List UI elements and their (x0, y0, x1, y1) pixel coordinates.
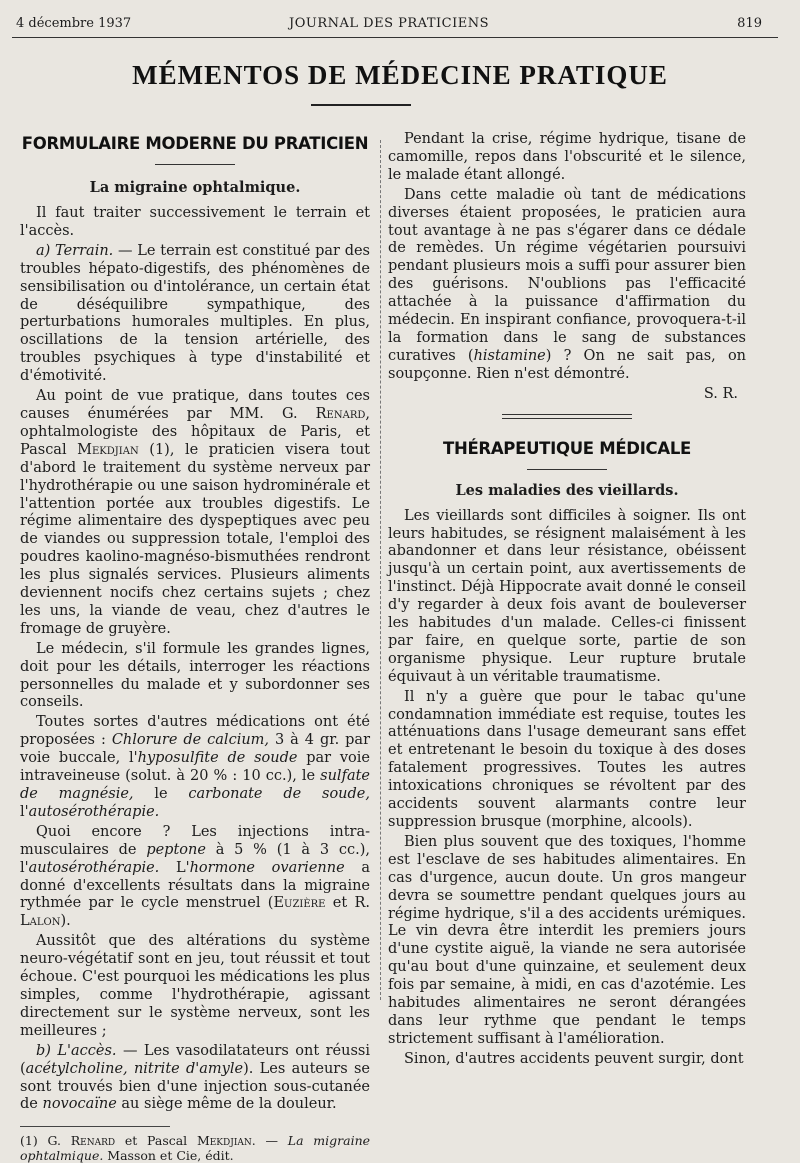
column-divider (380, 140, 381, 1000)
label-acces: b) L'accès. (36, 1042, 117, 1059)
paragraph (388, 508, 746, 687)
paragraph (388, 131, 746, 185)
text: Au point de vue pratique, dans toutes ces causes énumérées par MM. G. (20, 388, 370, 422)
subsection-title-vieillards: Les maladies des vieillards. (455, 481, 679, 499)
page-number: 819 (737, 16, 762, 31)
paragraph (388, 187, 746, 384)
text: ). (60, 913, 71, 930)
section-title-formulaire: FORMULAIRE MODERNE DU PRATICIEN (21, 134, 369, 153)
text: et Pascal (115, 1133, 197, 1149)
paragraph (20, 824, 370, 931)
text: , ophtalmologiste des hôpitaux de Paris, et Pascal (20, 405, 370, 458)
author-name: Euzière (273, 895, 326, 912)
drug-name: peptone (146, 841, 206, 858)
author-name: Renard (70, 1133, 116, 1149)
author-name: Mekdjian (77, 441, 139, 458)
text: L' (159, 859, 190, 876)
text: a donné d'excellents résultats dans la migraine rythmée par le cycle menstruel ( (20, 859, 370, 912)
author-name: Mekdjian (196, 1133, 252, 1149)
author-signature: S. R. (703, 385, 738, 402)
text: à 5 % (1 à 3 cc.), l' (20, 841, 370, 876)
text: Quoi encore ? Les injections intra-musculaires de (20, 823, 370, 858)
paragraph (388, 1051, 746, 1069)
text: Dans cette maladie où tant de médications diverses étaient proposées, le praticien aura tout avantage à ne pas s'égarer dans ce dédale de remèdes. Un régime végétarien poursuivi pendant plusieurs mois a suffi pour assurer bien des guérisons. N'oublions pas l'efficacité attachée à la puissance d'affirmation du médecin. En inspirant confiance, provoquera-t-il la formation dans le sang de substances curatives ( (388, 186, 746, 364)
footnote (20, 1133, 370, 1163)
text: par voie intraveineuse (solut. à 20 % : 10 cc.), le (20, 750, 370, 785)
paragraph (388, 689, 746, 832)
text: Les vieillards sont difficiles à soigner. Ils ont leurs habitudes, se résignent malaisément à les abandonner et dans leur résistance, obéissent jusqu'à un certain point, aux avertissements de l'instinct. Déjà Hippocrate avait donné le conseil d'y regarder à deux fois avant de bouleverser les habitudes d'un malade. Celles-ci finissent par faire, en quelque sorte, partie de son organisme physique. Leur rupture brutale équivaut à un véritable traumatisme. (388, 507, 747, 685)
drug-name: carbonate de soude, (188, 786, 370, 802)
main-title: MÉMENTOS DE MÉDECINE PRATIQUE (132, 60, 668, 90)
paragraph (20, 388, 370, 639)
section-rule (155, 164, 235, 165)
subsection-title-migraine: La migraine ophtalmique. (89, 179, 301, 196)
footnote-rule (20, 1126, 170, 1127)
text: Il n'y a guère que pour le tabac qu'une condamnation immédiate est requise, toutes les atténuations dans l'usage demeurant sans effet et entretenant le besoin du toxique à des doses fatalement progressives. Toutes les autres intoxications chroniques se révoltent par des accidents souvent alarmants contre leur suppression brusque (morphine, alcools). (388, 688, 746, 830)
drug-name: hormone ovarienne (189, 859, 345, 876)
book-title: La migraine ophtalmique. (20, 1133, 371, 1163)
text: . — (251, 1133, 288, 1149)
text: ) ? On ne sait pas, on soupçonne. Rien n'est démontré. (388, 347, 747, 382)
text: et (325, 895, 355, 912)
text: Masson et Cie, édit. (103, 1148, 234, 1163)
paragraph (388, 834, 746, 1049)
journal-name: JOURNAL DES PRATICIENS (289, 16, 489, 31)
section-rule (527, 469, 607, 470)
paragraph (20, 933, 370, 1040)
text: l' (20, 803, 29, 820)
text: ). Les auteurs se sont trouvés bien d'une injection sous-cutanée de (20, 1060, 370, 1113)
paragraph (20, 641, 370, 713)
text: le (133, 786, 189, 802)
text: Bien plus souvent que des toxiques, l'homme est l'esclave de ses habitudes alimentaires. En cas d'urgence, aucun doute. Un gros mangeur devra se soumettre pendant quelques jours au régime hydrique, s'il a des accidents urémiques. Le vin devra être interdit les premiers jours d'une cystite aiguë, la viande ne sera autorisée qu'au bout d'une quinzaine, et seulement deux fois par semaine, à midi, en cas d'azotémie. Les habitudes alimentaires ne seront dérangées dans leur rythme que pendant le temps strictement suffisant à l'amélioration. (388, 833, 746, 1047)
text: Il faut traiter successivement le terrain et l'accès. (20, 205, 370, 239)
text: Pendant la crise, régime hydrique, tisane de camomille, repos dans l'obscurité et le silence, le malade étant allongé. (388, 131, 746, 183)
drug-name: acétylcholine, nitrite d'amyle (25, 1060, 244, 1077)
title-rule (311, 104, 411, 106)
text: — Les vasodilatateurs ont réussi ( (20, 1042, 370, 1077)
drug-name: novocaïne (42, 1096, 117, 1113)
drug-name: Chlorure de calcium, (111, 732, 270, 749)
paragraph (20, 205, 370, 241)
paragraph-acces (20, 1043, 370, 1115)
text: — Le terrain est constitué par des troubles hépato-digestifs, des phénomènes de sensibilisation ou d'intolérance, un certain état de déséquilibre sympathique, des perturbations humorales multiples. En plus, oscillations de la tension artérielle, des troubles psychiques à type d'instabilité et d'émotivité. (20, 242, 370, 385)
author-name: R. Lalon (20, 895, 370, 930)
paragraph-terrain (20, 243, 370, 386)
text: (1), le praticien visera tout d'abord le traitement du système nerveux par l'hydrothérapie ou une saison hydrominérale et l'attention portée aux troubles digestifs. Le régime alimentaire des dyspeptiques avec peu de viandes ou suppression totale, l'emploi des poudres kaolino-magnéso-bismuthées rendront les plus signalés services. Plusieurs aliments deviennent nocifs chez certains sujets ; chez les uns, la viande de veau, chez d'autres le fromage de gruyère. (20, 441, 370, 637)
paragraph (20, 714, 370, 821)
section-title-therapeutique: THÉRAPEUTIQUE MÉDICALE (443, 438, 691, 458)
text: Le médecin, s'il formule les grandes lignes, doit pour les détails, interroger les réactions personnelles du malade et y subordonner ses conseils. (20, 640, 370, 711)
author-name: Renard (315, 405, 366, 422)
text: (1) G. (20, 1133, 71, 1149)
text: Toutes sortes d'autres médications ont été proposées : (20, 714, 370, 749)
text: Sinon, d'autres accidents peuvent surgir, dont (404, 1050, 744, 1067)
header-rule (12, 37, 778, 38)
drug-name: sulfate de magnésie, (20, 768, 370, 802)
issue-date: 4 décembre 1937 (16, 16, 132, 31)
section-separator (502, 414, 632, 419)
text: au siège même de la douleur. (116, 1096, 337, 1113)
text: Aussitôt que des altérations du système neuro-végétatif sont en jeu, tout réussit et tout échoue. C'est pourquoi les médications les plus simples, comme l'hydrothérapie, agissant directement sur le système nerveux, sont les meilleures ; (20, 933, 370, 1039)
text: 3 à 4 gr. par voie buccale, l' (20, 732, 370, 767)
label-terrain: a) Terrain. (36, 242, 114, 259)
drug-name: autosérothérapie. (28, 859, 160, 876)
left-column (20, 134, 370, 1163)
drug-name: autosérothérapie. (28, 803, 160, 820)
right-column (388, 131, 746, 1069)
substance-name: histamine (473, 347, 546, 364)
drug-name: hyposulfite de soude (137, 750, 298, 767)
running-head (16, 16, 762, 36)
